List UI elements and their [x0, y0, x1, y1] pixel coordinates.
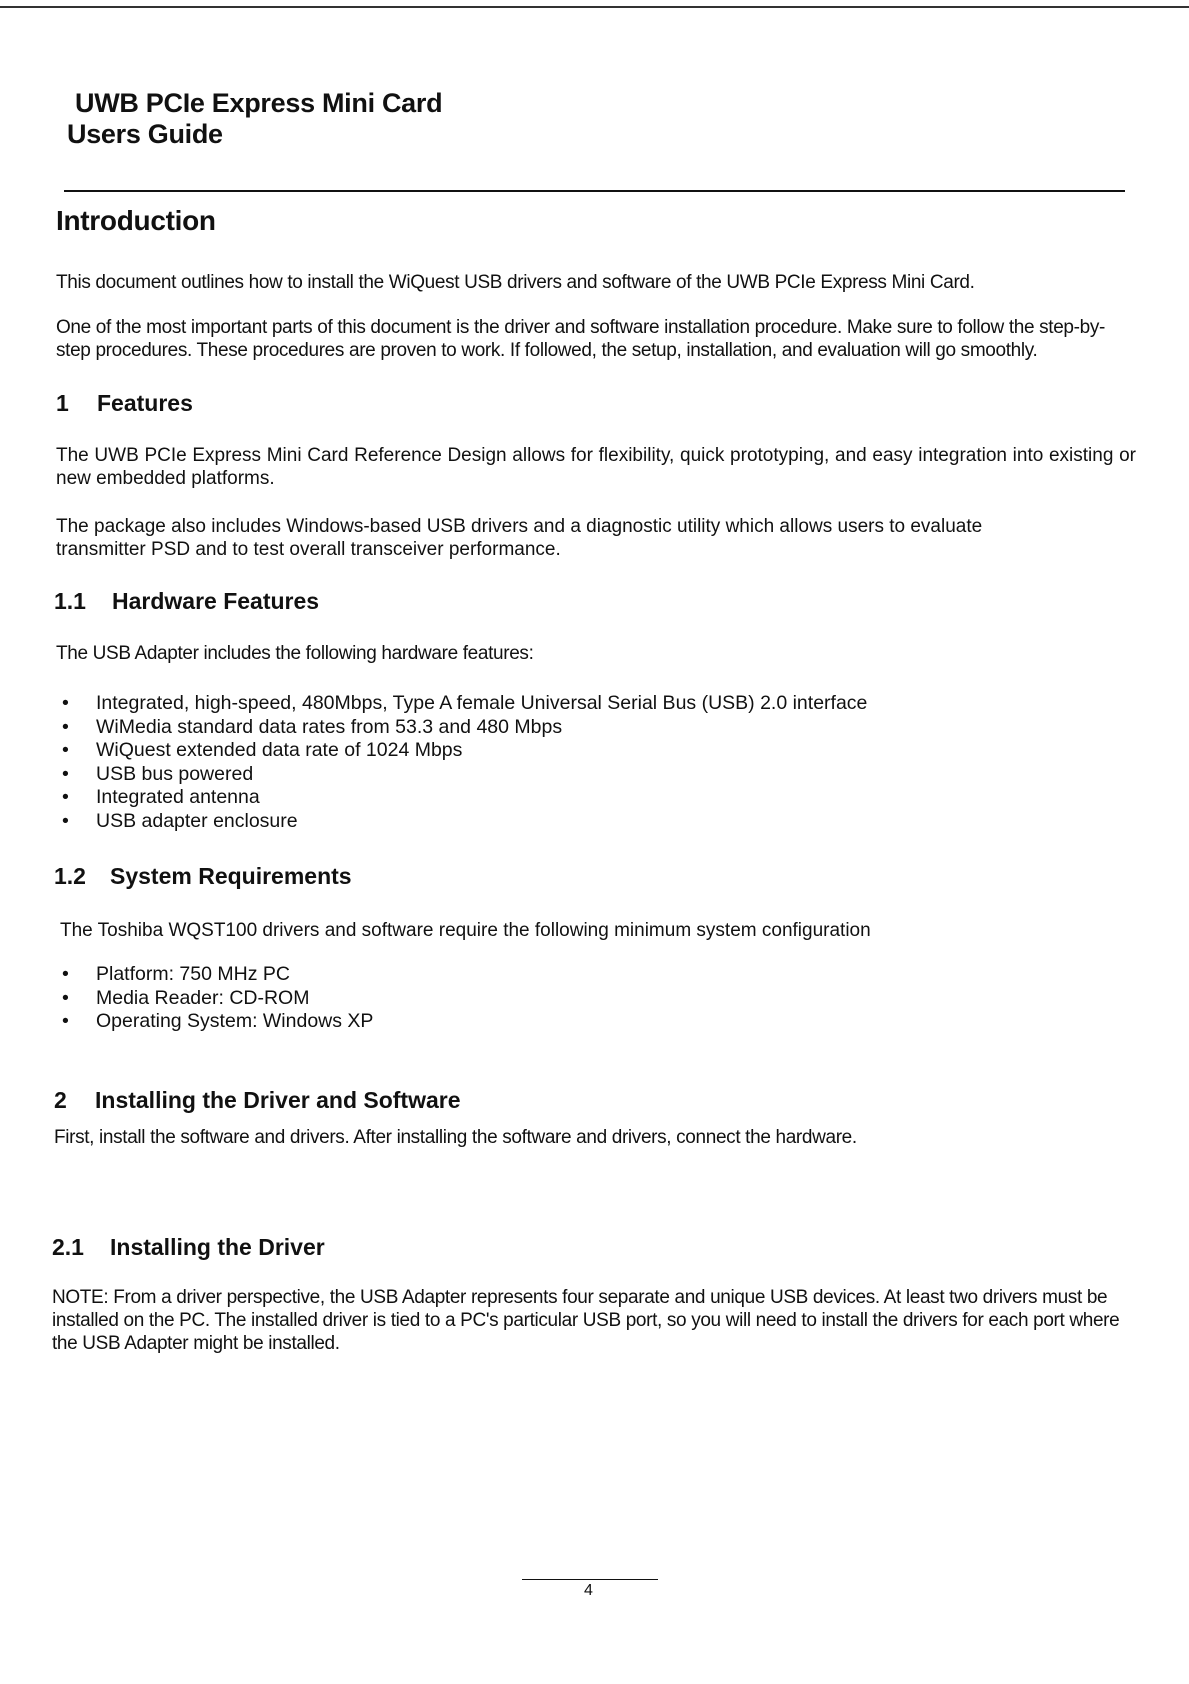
- document-subtitle: Users Guide: [67, 119, 223, 149]
- list-item: • USB bus powered: [56, 763, 867, 787]
- list-item: • Platform: 750 MHz PC: [56, 963, 373, 987]
- installing-driver-heading: [52, 1234, 325, 1261]
- section-number: 1.1: [54, 588, 86, 614]
- document-title: UWB PCIe Express Mini Card: [75, 88, 443, 118]
- requirements-list: [56, 963, 373, 1034]
- list-item: • Integrated, high-speed, 480Mbps, Type A female Universal Serial Bus (USB) 2.0 interface: [56, 692, 867, 716]
- page-number: 4: [584, 1582, 593, 1599]
- list-item: • WiQuest extended data rate of 1024 Mbps: [56, 739, 867, 763]
- installing-heading: [54, 1087, 461, 1114]
- list-item: • USB adapter enclosure: [56, 810, 867, 834]
- list-item: • WiMedia standard data rates from 53.3 and 480 Mbps: [56, 716, 867, 740]
- list-item: • Media Reader: CD-ROM: [56, 987, 373, 1011]
- driver-note-paragraph: NOTE: From a driver perspective, the USB Adapter represents four separate and unique USB devices. At least two drivers must be installed on the PC. The installed driver is tied to a PC's particular USB port, so you will need to install the drivers for each port where the USB Adapter might be installed.: [52, 1287, 1120, 1354]
- section-title: Hardware Features: [112, 588, 320, 614]
- intro-paragraph-1: This document outlines how to install the WiQuest USB drivers and software of the UWB PCIe Express Mini Card.: [56, 272, 975, 293]
- features-paragraph-2: The package also includes Windows-based USB drivers and a diagnostic utility which allows users to evaluate transmitter PSD and to test overall transceiver performance.: [56, 516, 983, 560]
- section-title: Installing the Driver: [110, 1234, 325, 1260]
- section-title: Features: [97, 390, 193, 416]
- section-number: 1: [56, 390, 69, 416]
- list-item: • Operating System: Windows XP: [56, 1010, 373, 1034]
- section-title: Installing the Driver and Software: [95, 1087, 461, 1113]
- features-heading: [56, 390, 193, 417]
- section-title: System Requirements: [110, 863, 352, 889]
- system-requirements-heading: [54, 863, 352, 890]
- title-divider: [64, 190, 1125, 192]
- section-number: 2: [54, 1087, 67, 1113]
- intro-paragraph-2: One of the most important parts of this document is the driver and software installation procedure. Make sure to follow the step-by-step procedures. These procedures are proven to work. If followed, the setup, installation, and evaluation will go smoothly.: [56, 317, 1105, 361]
- hardware-intro: The USB Adapter includes the following hardware features:: [56, 643, 534, 664]
- installing-paragraph: First, install the software and drivers. After installing the software and drivers, connect the hardware.: [54, 1127, 857, 1148]
- footer-rule: [522, 1579, 658, 1580]
- list-item: • Integrated antenna: [56, 786, 867, 810]
- hardware-feature-list: [56, 692, 867, 834]
- hardware-features-heading: [54, 588, 319, 615]
- features-paragraph-1: The UWB PCIe Express Mini Card Reference Design allows for flexibility, quick prototyping, and easy integration into existing or new embedded platforms.: [56, 445, 1136, 489]
- introduction-heading: Introduction: [56, 205, 216, 236]
- requirements-intro: The Toshiba WQST100 drivers and software require the following minimum system configuration: [60, 920, 871, 941]
- scan-top-edge: [0, 6, 1189, 8]
- section-number: 2.1: [52, 1234, 84, 1260]
- section-number: 1.2: [54, 863, 86, 889]
